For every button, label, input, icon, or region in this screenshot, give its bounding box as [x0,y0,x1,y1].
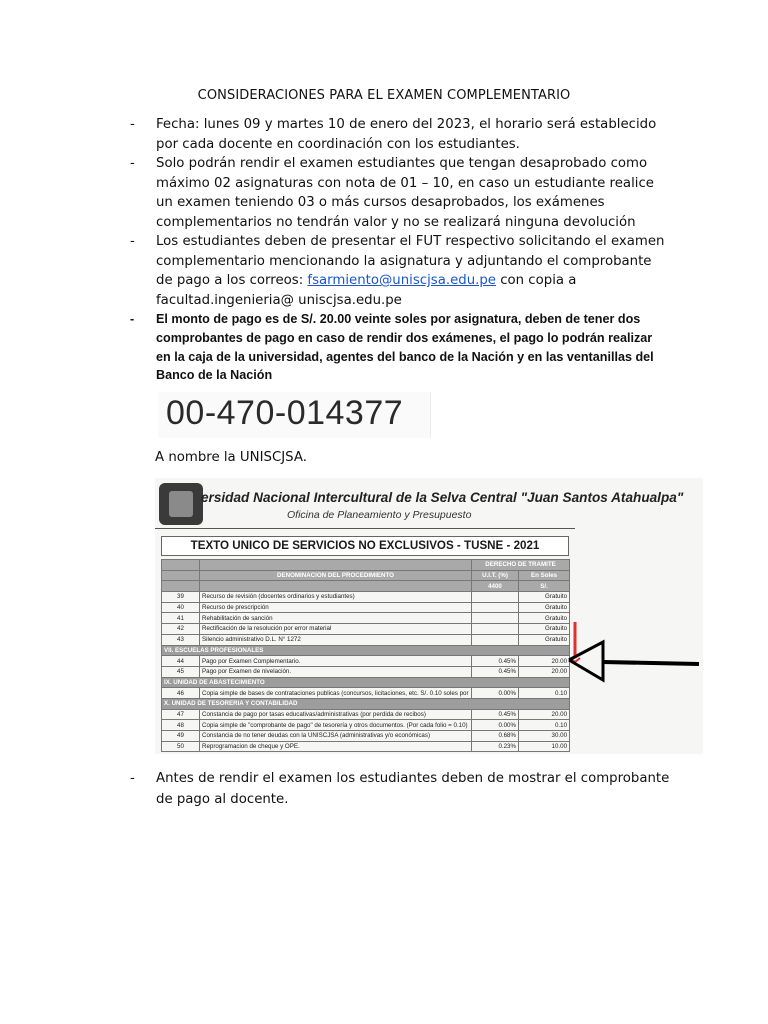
row-soles: 0.10 [519,720,570,731]
table-row [162,731,570,742]
tusne-title: TEXTO UNICO DE SERVICIOS NO EXCLUSIVOS - TUSNE - 2021 [161,536,569,556]
bullet-fut-text: Los estudiantes deben de presentar el FUT respectivo solicitando el examen complementario mencionando la asignatura y adjuntando el comprobante de pago a los correos: [156,234,665,288]
table-row [162,613,570,624]
header-denominacion: DENOMINACION DEL PROCEDIMIENTO [200,570,472,581]
table-row [162,602,570,613]
row-description: Pago por Examen Complementario. [200,656,472,667]
row-soles: 20.00 [519,709,570,720]
row-number: 42 [162,624,200,635]
row-uit [472,624,519,635]
row-uit: 0.45% [472,656,519,667]
bullet-date-text: Fecha: lunes 09 y martes 10 de enero del 2023, el horario será establecido por cada docente en coordinación con los estudiantes. [156,117,657,152]
row-soles: 30.00 [519,731,570,742]
row-soles: 20.00 [519,666,570,677]
account-owner: A nombre la UNISCJSA. [155,450,307,465]
row-description: Reprogramacion de cheque y OPE. [200,741,472,752]
bullet-payment [130,310,665,385]
row-uit: 0.45% [472,709,519,720]
row-description: Recurso de revisión (docentes ordinarios y estudiantes) [200,592,472,603]
row-description: Rectificación de la resolución por error material [200,624,472,635]
header-cell [162,560,200,571]
tusne-scan-image [155,478,703,754]
tusne-table [161,559,570,752]
row-number: 49 [162,731,200,742]
row-uit: 0.00% [472,720,519,731]
row-description: Recurso de prescripción [200,602,472,613]
table-row [162,656,570,667]
bullet-date [130,115,665,154]
row-number: 40 [162,602,200,613]
row-number: 45 [162,666,200,677]
row-uit [472,634,519,645]
row-uit [472,602,519,613]
row-uit: 0.68% [472,731,519,742]
header-cell [200,581,472,592]
row-uit [472,613,519,624]
row-soles: 20.00 [519,656,570,667]
bullet-fut [130,232,665,310]
email-link[interactable]: fsarmiento@uniscjsa.edu.pe [307,273,496,288]
header-derecho: DERECHO DE TRAMITE [472,560,570,571]
row-soles: Gratuito [519,624,570,635]
header-cell [200,560,472,571]
university-logo-icon [159,483,203,525]
header-divider [155,528,575,529]
account-number-image [158,392,431,438]
row-description: Pago por Examen de nivelación. [200,666,472,677]
row-uit: 0.00% [472,688,519,699]
bullet-show-receipt [130,768,670,810]
row-number: 46 [162,688,200,699]
table-section-row [162,677,570,688]
account-number: 00-470-014377 [166,394,404,432]
table-section-row [162,698,570,709]
section-title: X. UNIDAD DE TESORERIA Y CONTABILIDAD [162,698,570,709]
bullet-eligibility [130,154,665,232]
black-arrow-icon [559,638,703,686]
university-name: ersidad Nacional Intercultural de la Selva Central "Juan Santos Atahualpa" [201,490,684,505]
header-soles: En Soles [519,570,570,581]
table-header-row [162,581,570,592]
row-uit: 0.23% [472,741,519,752]
table-row [162,624,570,635]
row-description: Constancia de no tener deudas con la UNISCJSA (administrativas y/o económicas) [200,731,472,742]
section-title: IX. UNIDAD DE ABASTECIMIENTO [162,677,570,688]
row-description: Silencio administrativo D.L. N° 1272 [200,634,472,645]
table-section-row [162,645,570,656]
table-row [162,709,570,720]
table-row [162,688,570,699]
row-description: Copia simple de "comprobante de pago" de tesorería y otros documentos. (Por cada folio = 0.10) [200,720,472,731]
row-soles: Gratuito [519,602,570,613]
bullet-eligibility-text: Solo podrán rendir el examen estudiantes que tengan desaprobado como máximo 02 asignaturas con nota de 01 – 10, en caso un estudiante realice un examen teniendo 03 o más cursos desaprobados, los exámenes complementarios no tendrán valor y no se realizará ninguna devolución [156,156,654,230]
row-soles: Gratuito [519,634,570,645]
row-soles: Gratuito [519,592,570,603]
university-header [155,480,684,530]
document-title: CONSIDERACIONES PARA EL EXAMEN COMPLEMENTARIO [197,88,571,103]
table-row [162,666,570,677]
row-number: 50 [162,741,200,752]
header-cell [162,570,200,581]
row-soles: 0.10 [519,688,570,699]
row-number: 41 [162,613,200,624]
table-row [162,592,570,603]
row-description: Copia simple de bases de contrataciones publicas (concursos, licitaciones, etc. S/. 0.10 soles por [200,688,472,699]
row-number: 44 [162,656,200,667]
bullet-dash: - [130,234,135,249]
table-row [162,720,570,731]
table-row [162,741,570,752]
bullet-show-receipt-text: Antes de rendir el examen los estudiantes deben de mostrar el comprobante de pago al docente. [156,771,670,807]
row-description: Constancia de pago por tasas educativas/administrativas (por perdida de recibos) [200,709,472,720]
header-cell [162,581,200,592]
bullet-dash: - [130,156,135,171]
row-soles: Gratuito [519,613,570,624]
table-header-row [162,570,570,581]
bullet-payment-text: El monto de pago es de S/. 20.00 veinte soles por asignatura, deben de tener dos comprobantes de pago en caso de rendir dos exámenes, el pago lo podrán realizar en la caja de la universidad, agentes del banco de la Nación y en las ventanillas del Banco de la Nación [156,312,654,383]
row-number: 39 [162,592,200,603]
row-description: Rehabilitación de sanción [200,613,472,624]
section-title: VII. ESCUELAS PROFESIONALES [162,645,570,656]
bullet-dash: - [130,771,135,786]
bullet-fut-copy: con copia a facultad.ingenieria@ uniscjsa.edu.pe [156,273,577,308]
considerations-list [130,115,665,385]
header-uit: U.I.T. (%) [472,570,519,581]
header-uit-value: 4400 [472,581,519,592]
bullet-dash: - [130,312,135,326]
row-number: 43 [162,634,200,645]
header-currency: S/. [519,581,570,592]
row-number: 47 [162,709,200,720]
row-uit [472,592,519,603]
row-uit: 0.45% [472,666,519,677]
bullet-dash: - [130,117,135,132]
table-header-row [162,560,570,571]
final-note [130,768,670,810]
row-soles: 10.00 [519,741,570,752]
office-name: Oficina de Planeamiento y Presupuesto [287,509,472,521]
table-row [162,634,570,645]
row-number: 48 [162,720,200,731]
